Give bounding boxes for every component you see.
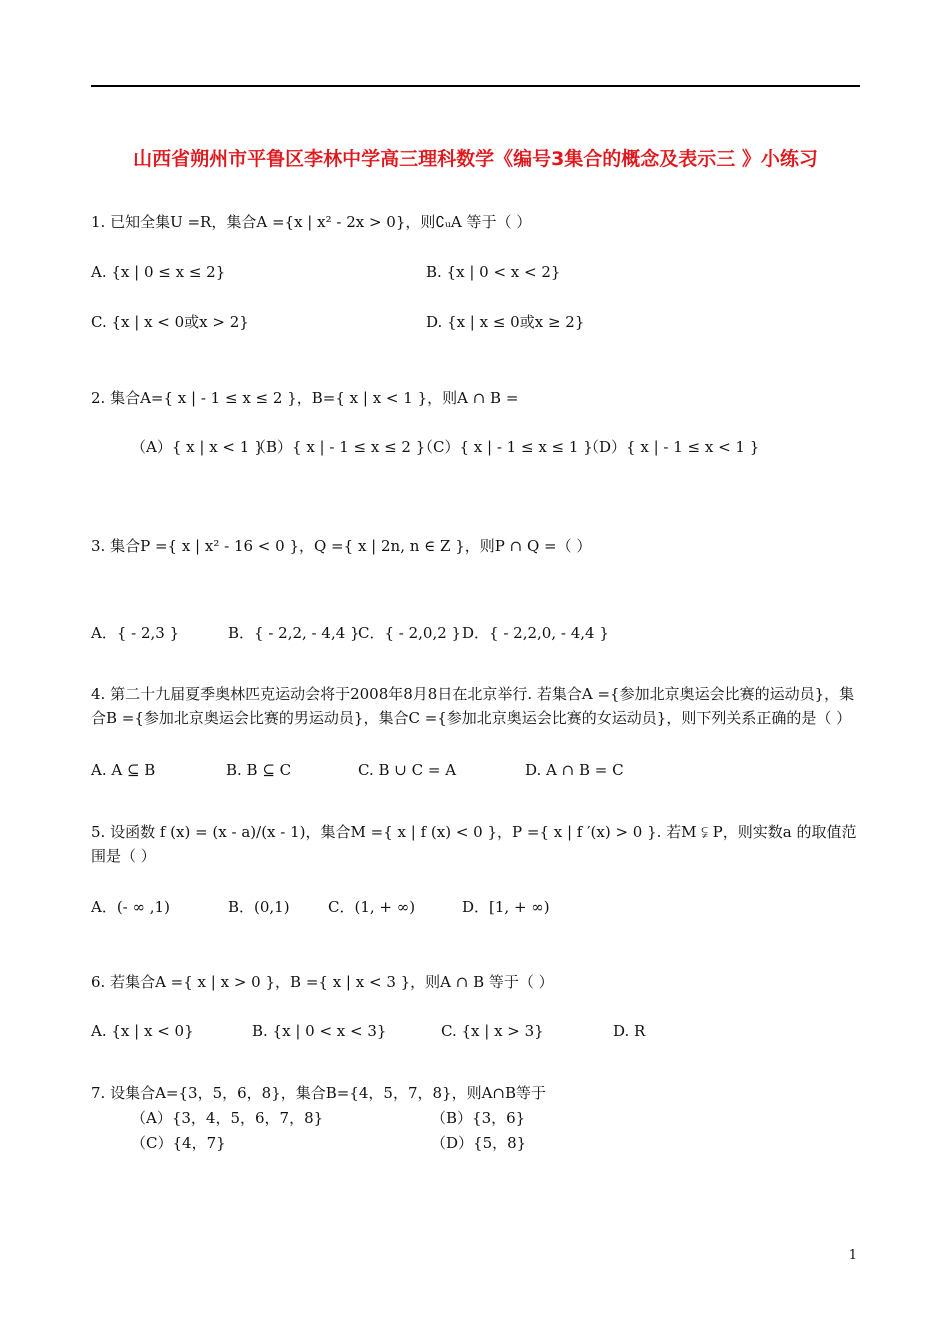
q5-stem: 5. 设函数 f (x) = (x - a)/(x - 1)，集合M ={ x | f (x) < 0 }，P ={ x | f ′(x) > 0 }. 若M ⫋ P，则实数a 的取值范围是（ ） [91,823,857,865]
q5-option-a: A．(- ∞ ,1) [91,898,170,916]
document-title: 山西省朔州市平鲁区李林中学高三理科数学《编号3集合的概念及表示三 》小练习 [133,148,818,170]
q2-option-b: （B）{ x | - 1 ≤ x ≤ 2 } [251,438,426,456]
q4-option-d: D. A ∩ B = C [525,761,624,779]
q3-option-a: A．{ - 2,3 } [91,624,180,642]
q1-stem: 1. 已知全集U =R，集合A ={x | x² - 2x > 0}，则∁ᵤA 等于（ ） [91,213,532,231]
q6-option-d: D. R [613,1022,646,1040]
q3-option-b: B．{ - 2,2, - 4,4 } [228,624,360,642]
q3-option-d: D．{ - 2,2,0, - 4,4 } [462,624,609,642]
q7-stem: 7. 设集合A={3，5，6，8}，集合B={4，5，7，8}，则A∩B等于 [91,1084,547,1102]
q2-option-c: （C）{ x | - 1 ≤ x ≤ 1 } [418,438,593,456]
header-rule [91,85,860,87]
q6-stem: 6. 若集合A ={ x | x > 0 }，B ={ x | x < 3 }，则A ∩ B 等于（ ） [91,973,554,991]
q7-option-a: （A）{3，4，5，6，7，8} [131,1109,324,1127]
q7-option-c: （C）{4，7} [131,1134,226,1152]
q6-option-c: C. {x | x > 3} [441,1022,544,1040]
q6-option-b: B. {x | 0 < x < 3} [252,1022,387,1040]
q1-option-a: A. {x | 0 ≤ x ≤ 2} [91,263,226,281]
q2-option-a: （A）{ x | x < 1 } [131,438,264,456]
q5-option-c: C．(1, + ∞) [328,898,416,916]
q3-option-c: C．{ - 2,0,2 } [358,624,462,642]
q7-option-d: （D）{5，8} [431,1134,527,1152]
q2-option-d: （D）{ x | - 1 ≤ x < 1 } [584,438,760,456]
q4-option-c: C. B ∪ C = A [358,761,457,779]
q4-option-a: A. A ⊆ B [91,761,156,779]
q1-option-d: D. {x | x ≤ 0或x ≥ 2} [426,313,585,331]
q1-option-b: B. {x | 0 < x < 2} [426,263,561,281]
q7-option-b: （B）{3，6} [431,1109,526,1127]
q1-option-c: C. {x | x < 0或x > 2} [91,313,249,331]
page-number: 1 [848,1248,857,1263]
q4-option-b: B. B ⊆ C [226,761,292,779]
q4-stem: 4. 第二十九届夏季奥林匹克运动会将于2008年8月8日在北京举行. 若集合A ={参加北京奥运会比赛的运动员}，集合B ={参加北京奥运会比赛的男运动员}，集合C ={参加北京奥运会比赛的女运动员}，则下列关系正确的是（ ） [91,685,855,727]
q2-stem: 2. 集合A={ x | - 1 ≤ x ≤ 2 }，B={ x | x < 1 }，则A ∩ B = [91,389,519,407]
q5-option-d: D．[1, + ∞) [462,898,550,916]
q3-stem: 3. 集合P ={ x | x² - 16 < 0 }，Q ={ x | 2n, n ∈ Z }，则P ∩ Q =（ ） [91,537,592,555]
q5-option-b: B．(0,1) [228,898,290,916]
q6-option-a: A. {x | x < 0} [91,1022,194,1040]
